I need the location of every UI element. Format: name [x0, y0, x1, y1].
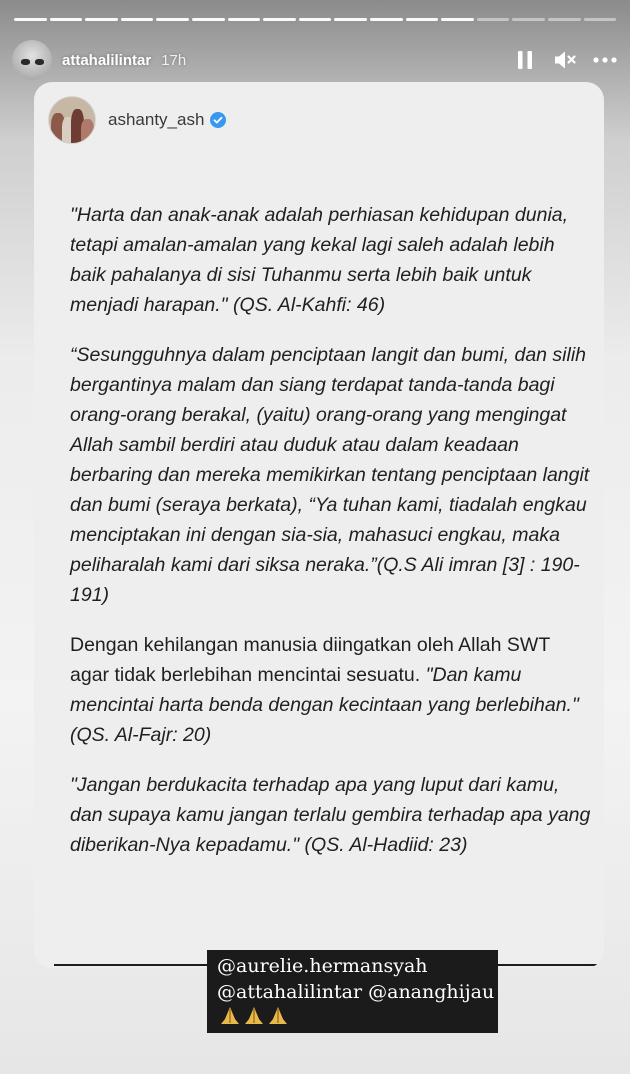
pause-icon: [517, 50, 533, 70]
story-header: [12, 38, 618, 82]
progress-segment: [441, 18, 474, 21]
post-username[interactable]: ashanty_ash: [108, 110, 205, 129]
progress-segment: [156, 18, 189, 21]
progress-segment: [477, 18, 510, 21]
pray-icon: [267, 1006, 289, 1026]
story-username[interactable]: attahalilintar: [62, 51, 152, 69]
story-controls: [512, 47, 618, 73]
mention-aurelie[interactable]: @aurelie.hermansyah: [217, 955, 428, 977]
post-avatar[interactable]: [48, 96, 96, 144]
progress-segment: [406, 18, 439, 21]
shared-post-card[interactable]: [34, 82, 604, 968]
post-header: [48, 96, 226, 144]
more-options-icon: [593, 57, 617, 63]
progress-segment: [121, 18, 154, 21]
progress-segment: [85, 18, 118, 21]
story-time: 17h: [161, 51, 187, 69]
quote-al-fajr: "Dan kamu mencintai harta benda dengan kecintaan yang berlebihan." (QS. Al-Fajr: 20): [70, 664, 579, 746]
pray-icon: [219, 1006, 241, 1026]
mute-button[interactable]: [552, 47, 578, 73]
progress-segment: [299, 18, 332, 21]
progress-segment: [50, 18, 83, 21]
progress-segment: [334, 18, 367, 21]
progress-segment: [584, 18, 617, 21]
mention-attahalilintar-ananghijau[interactable]: @attahalilintar @ananghijau: [217, 981, 495, 1003]
progress-segment: [512, 18, 545, 21]
story-avatar[interactable]: [12, 40, 52, 80]
progress-segment: [14, 18, 47, 21]
reflection-text: Dengan kehilangan manusia diingatkan oleh Allah SWT agar tidak berlebihan mencintai sesuatu.: [70, 634, 550, 686]
progress-segment: [228, 18, 261, 21]
pause-button[interactable]: [512, 47, 538, 73]
progress-segment: [548, 18, 581, 21]
quote-al-hadiid: "Jangan berdukacita terhadap apa yang luput dari kamu, dan supaya kamu jangan terlalu gembira terhadap apa yang diberikan-Nya kepadamu." (QS. Al-Hadiid: 23): [70, 774, 591, 856]
pray-icon: [243, 1006, 265, 1026]
post-text: [70, 200, 592, 860]
quote-ali-imran: “Sesungguhnya dalam penciptaan langit dan bumi, dan silih bergantinya malam dan siang terdapat tanda-tanda bagi orang-orang berakal, (yaitu) orang-orang yang mengingat Allah sambil berdiri atau duduk atau dalam keadaan berbaring dan mereka memikirkan tentang penciptaan langit dan bumi (seraya berkata), “Ya tuhan kami, tiadalah engkau menciptakan ini dengan sia-sia, mahasuci engkau, maka peliharalah kami dari siksa neraka.”(Q.S Ali imran [3] : 190-191): [70, 344, 590, 606]
story-progress-bar: [14, 18, 616, 21]
reflection-paragraph: [70, 630, 592, 750]
pray-emoji-row: [219, 1006, 289, 1026]
mention-sticker: [207, 950, 498, 1033]
quote-al-kahfi: "Harta dan anak-anak adalah perhiasan kehidupan dunia, tetapi amalan-amalan yang kekal lagi saleh adalah lebih baik pahalanya di sisi Tuhanmu serta lebih baik untuk menjadi harapan." (QS. Al-Kahfi: 46): [70, 204, 569, 316]
speaker-muted-icon: [553, 49, 577, 71]
progress-segment: [192, 18, 225, 21]
more-options-button[interactable]: [592, 47, 618, 73]
progress-segment: [263, 18, 296, 21]
progress-segment: [370, 18, 403, 21]
verified-badge-icon: [210, 112, 226, 128]
